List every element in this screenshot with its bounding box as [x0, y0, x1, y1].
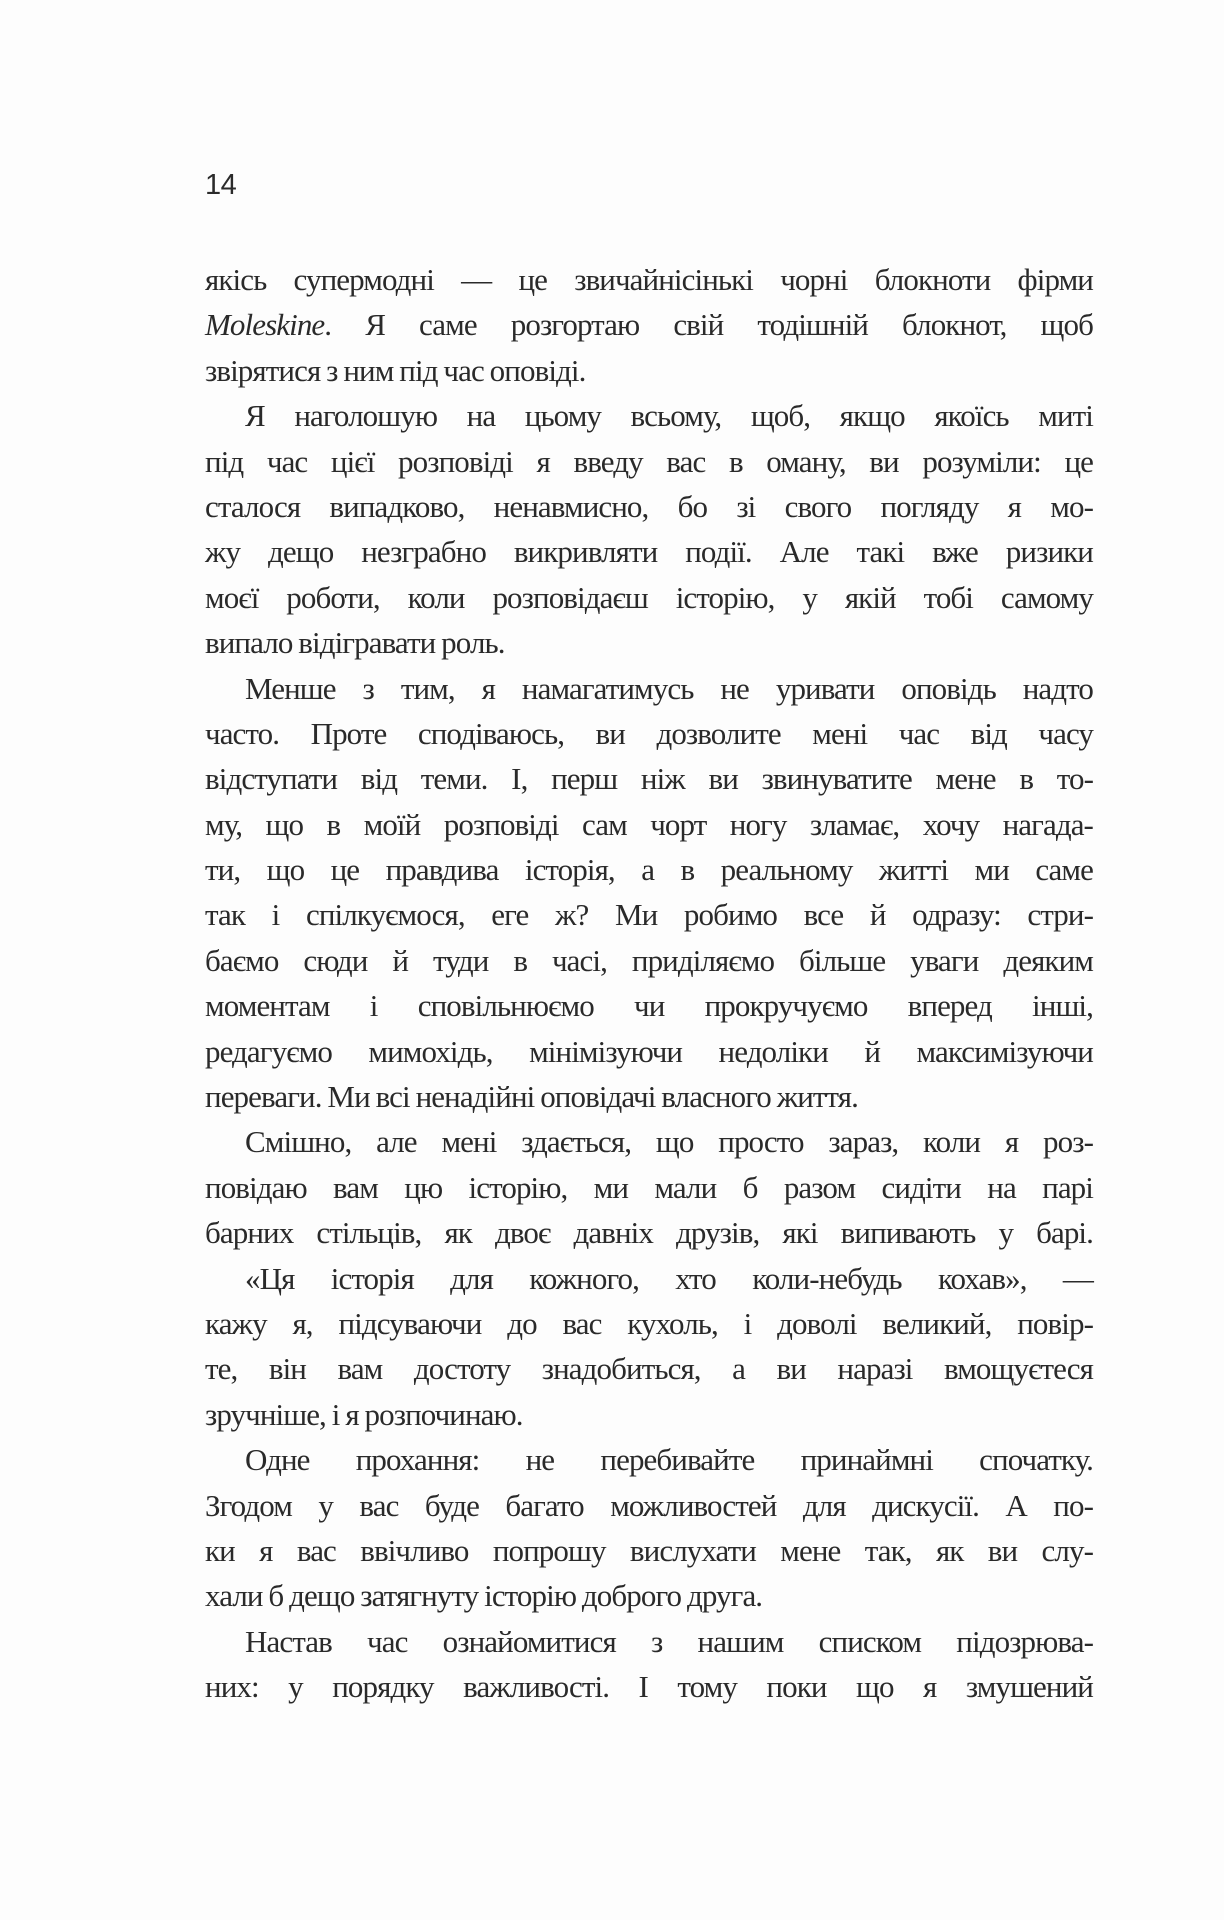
text-line: них: у порядку важливості. І тому поки що я змушений [205, 1669, 1093, 1705]
text-line: відступати від теми. І, перш ніж ви звинуватите мене в то- [205, 761, 1093, 797]
text-line: Я наголошую на цьому всьому, щоб, якщо якоїсь миті [245, 398, 1093, 434]
text-line: випало відігравати роль. [205, 625, 505, 661]
text-line: Настав час ознайомитися з нашим списком підозрюва- [245, 1623, 1093, 1659]
paragraph [205, 257, 1093, 393]
text-line: звірятися з ним під час оповіді. [205, 352, 586, 388]
brand-name-italic: Moleskine [205, 307, 325, 343]
text-line: зручніше, і я розпочинаю. [205, 1396, 523, 1432]
text-line: Смішно, але мені здається, що просто зараз, коли я роз- [245, 1124, 1093, 1160]
text-line: хали б дещо затягнуту історію доброго друга. [205, 1578, 763, 1614]
text-line: так і спілкуємося, еге ж? Ми робимо все й одразу: стри- [205, 897, 1093, 933]
text-line: переваги. Ми всі ненадійні оповідачі власного життя. [205, 1079, 858, 1115]
text-line: те, він вам достоту знадобиться, а ви наразі вмощуєтеся [205, 1351, 1093, 1387]
text-line: Одне прохання: не перебивайте принаймні спочатку. [245, 1442, 1093, 1478]
text-line: моєї роботи, коли розповідаєш історію, у якій тобі самому [205, 579, 1093, 615]
text-line [205, 302, 1093, 347]
text-line: якісь супермодні — це звичайнісінькі чорні блокноти фірми [205, 262, 1093, 297]
text-line: ки я вас ввічливо попрошу вислухати мене так, як ви слу- [205, 1532, 1093, 1568]
text-line: часто. Проте сподіваюсь, ви дозволите мені час від часу [205, 715, 1093, 751]
text-line: редагуємо мимохідь, мінімізуючи недоліки й максимізуючи [205, 1033, 1093, 1069]
paragraph [205, 1119, 1093, 1255]
text-line: повідаю вам цю історію, ми мали б разом сидіти на парі [205, 1169, 1093, 1205]
text-line: Згодом у вас буде багато можливостей для дискусії. А по- [205, 1487, 1093, 1523]
text-line: «Ця історія для кожного, хто коли-небудь кохав», — [245, 1260, 1093, 1296]
text-line: Менше з тим, я намагатимусь не уривати оповідь надто [245, 670, 1093, 706]
paragraph [205, 1256, 1093, 1438]
text-line: сталося випадково, ненавмисно, бо зі свого погляду я мо- [205, 488, 1093, 524]
text-line: моментам і сповільнюємо чи прокручуємо вперед інші, [205, 988, 1093, 1024]
body-text [205, 257, 1093, 1710]
paragraph [205, 1437, 1093, 1619]
paragraph [205, 1619, 1093, 1710]
text-line: баємо сюди й туди в часі, приділяємо більше уваги деяким [205, 942, 1093, 978]
text-line: кажу я, підсуваючи до вас кухоль, і доволі великий, повір- [205, 1305, 1093, 1341]
text-line: під час цієї розповіді я введу вас в оману, ви розуміли: це [205, 443, 1093, 479]
text-line: жу дещо незграбно викривляти події. Але такі вже ризики [205, 534, 1093, 570]
paragraph [205, 393, 1093, 665]
page-number: 14 [205, 169, 237, 201]
text-line: барних стільців, як двоє давніх друзів, які випивають у барі. [205, 1215, 1093, 1251]
paragraph [205, 666, 1093, 1120]
text-line: ти, що це правдива історія, а в реальному житті ми саме [205, 852, 1093, 888]
text-line-rest: . Я саме розгортаю свій тодішній блокнот, щоб [324, 307, 1093, 343]
text-line: му, що в моїй розповіді сам чорт ногу зламає, хочу нагада- [205, 806, 1093, 842]
